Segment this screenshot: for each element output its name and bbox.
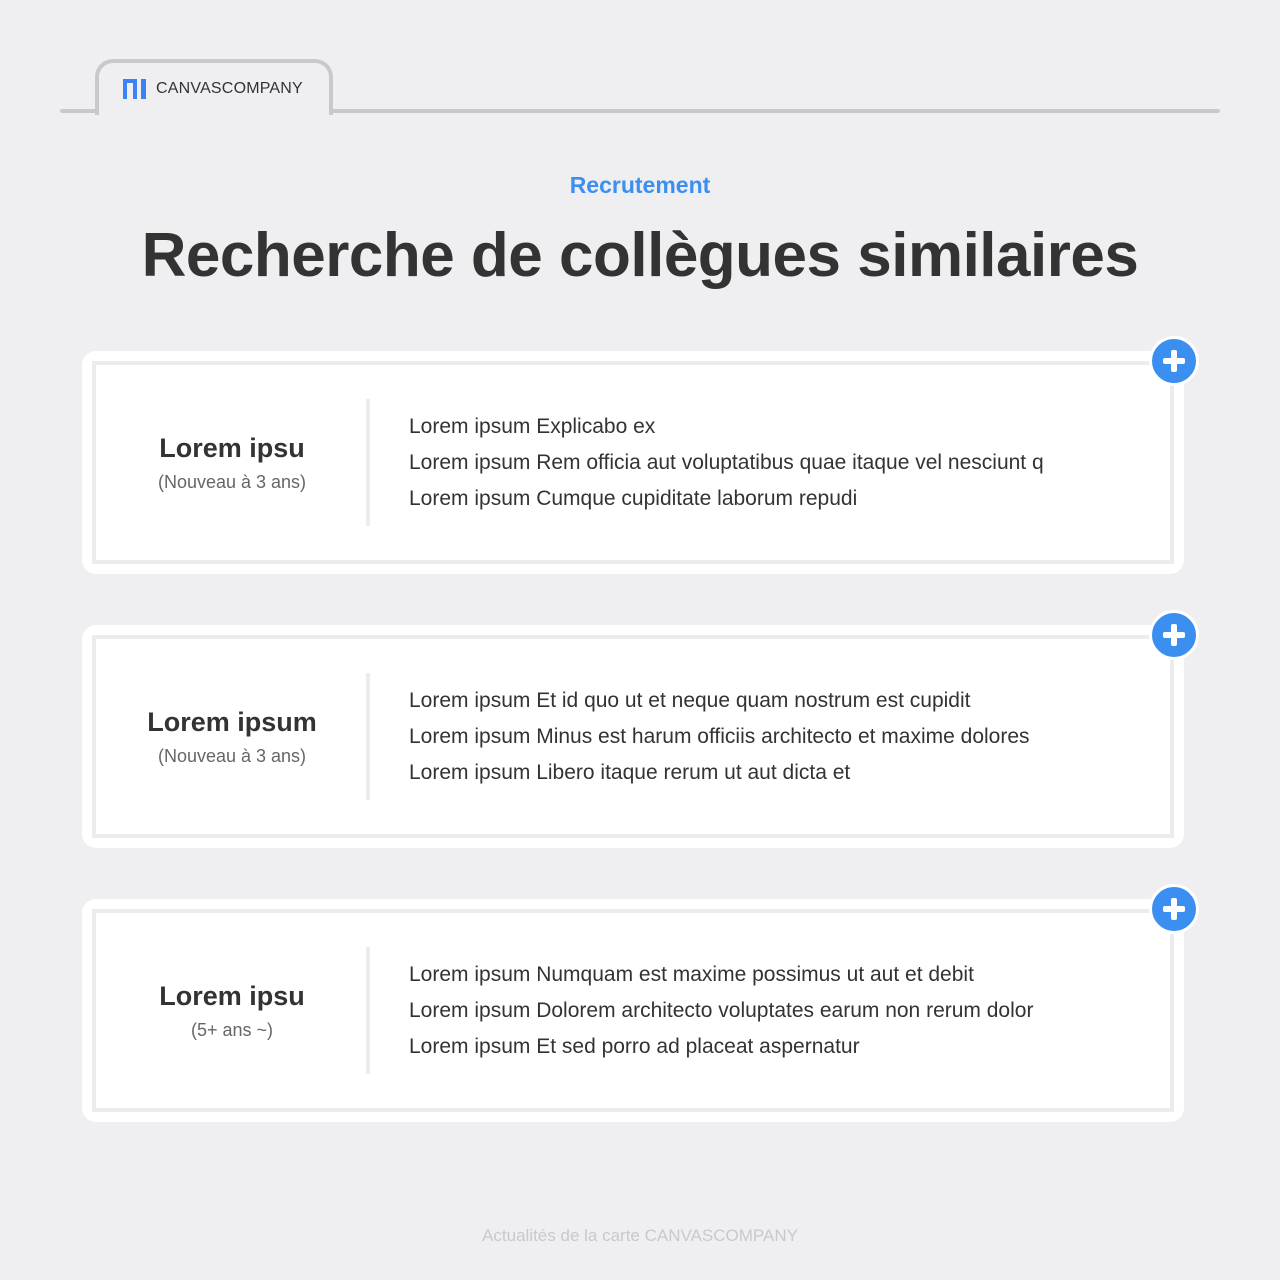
card-profile bbox=[96, 639, 368, 834]
card-detail-line: Lorem ipsum Cumque cupiditate laborum repudi bbox=[409, 486, 858, 510]
brand-name: CANVASCOMPANY bbox=[156, 80, 303, 97]
card-detail-line: Lorem ipsum Numquam est maxime possimus ut aut et debit bbox=[409, 962, 974, 986]
card-profile bbox=[96, 365, 368, 560]
brand-tab bbox=[95, 59, 333, 115]
card-details bbox=[409, 365, 1044, 560]
page-title: Recherche de collègues similaires bbox=[141, 221, 1139, 290]
card-inner-frame bbox=[92, 361, 1174, 564]
candidate-card bbox=[82, 625, 1184, 848]
candidate-card bbox=[82, 899, 1184, 1122]
add-button-plus-icon[interactable] bbox=[1149, 336, 1199, 386]
card-detail-line: Lorem ipsum Et id quo ut et neque quam nostrum est cupidit bbox=[409, 688, 971, 712]
card-divider bbox=[366, 673, 370, 800]
card-details bbox=[409, 639, 1030, 834]
card-name: Lorem ipsu bbox=[159, 980, 305, 1011]
card-detail-line: Lorem ipsum Minus est harum officiis architecto et maxime dolores bbox=[409, 724, 1030, 748]
card-detail-line: Lorem ipsum Libero itaque rerum ut aut dicta et bbox=[409, 760, 851, 784]
card-name: Lorem ipsum bbox=[147, 706, 317, 737]
card-profile bbox=[96, 913, 368, 1108]
card-divider bbox=[366, 947, 370, 1074]
card-inner-frame bbox=[92, 635, 1174, 838]
card-experience: (5+ ans ~) bbox=[190, 1019, 274, 1040]
card-divider bbox=[366, 399, 370, 526]
candidate-card bbox=[82, 351, 1184, 574]
card-detail-line: Lorem ipsum Explicabo ex bbox=[409, 414, 656, 438]
add-button-plus-icon[interactable] bbox=[1149, 610, 1199, 660]
card-detail-line: Lorem ipsum Et sed porro ad placeat aspernatur bbox=[409, 1034, 860, 1058]
card-inner-frame bbox=[92, 909, 1174, 1112]
footer-caption: Actualités de la carte CANVASCOMPANY bbox=[482, 1226, 798, 1245]
card-details bbox=[409, 913, 1033, 1108]
card-name: Lorem ipsu bbox=[159, 432, 305, 463]
add-button-plus-icon[interactable] bbox=[1149, 884, 1199, 934]
card-experience: (Nouveau à 3 ans) bbox=[157, 471, 307, 492]
canvascompany-logo-icon bbox=[123, 79, 146, 99]
card-detail-line: Lorem ipsum Rem officia aut voluptatibus quae itaque vel nesciunt q bbox=[409, 450, 1044, 474]
card-experience: (Nouveau à 3 ans) bbox=[157, 745, 307, 766]
card-detail-line: Lorem ipsum Dolorem architecto voluptates earum non rerum dolor bbox=[409, 998, 1034, 1022]
category-label: Recrutement bbox=[569, 172, 711, 198]
